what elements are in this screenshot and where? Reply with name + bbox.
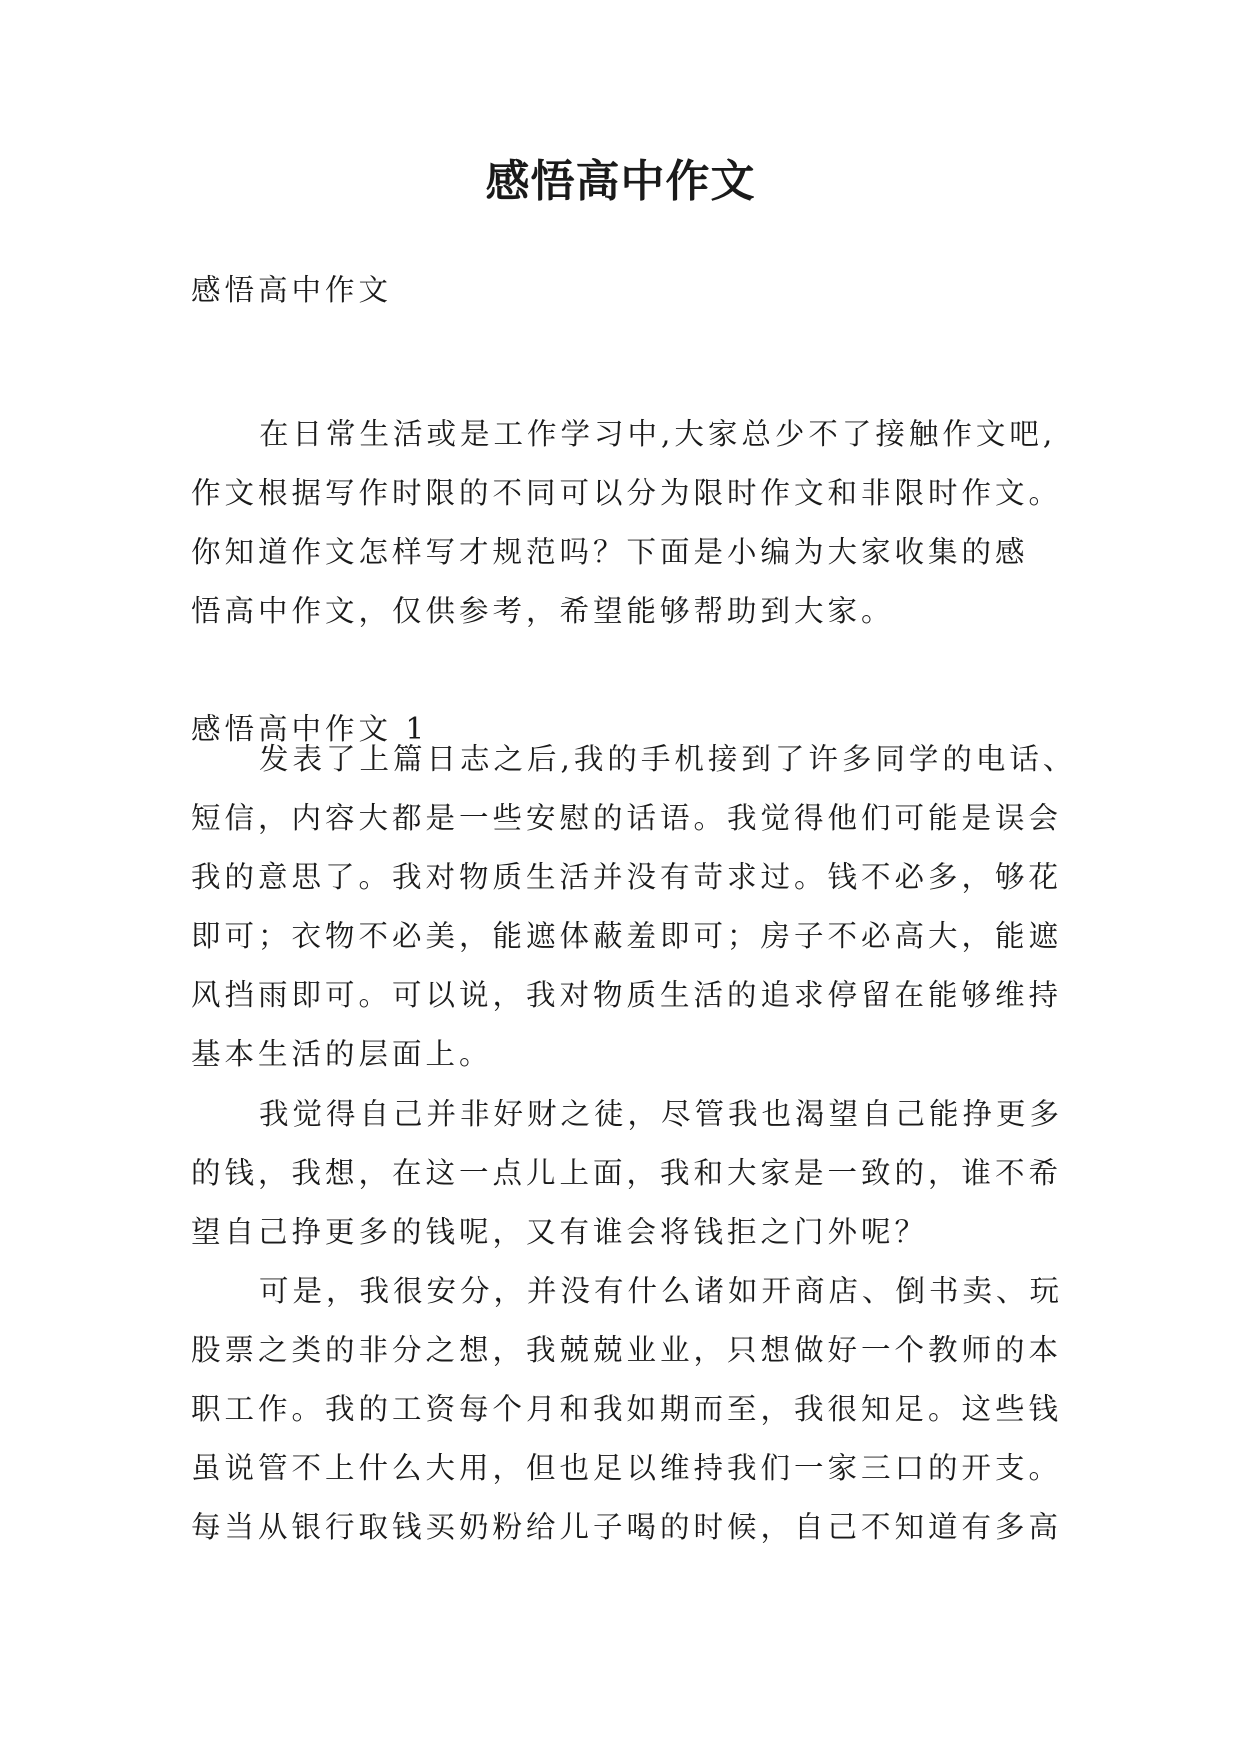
paragraph-line: 我的意思了。我对物质生活并没有苛求过。钱不必多，够花 bbox=[191, 860, 1063, 894]
paragraph-line: 股票之类的非分之想，我兢兢业业，只想做好一个教师的本 bbox=[191, 1333, 1063, 1367]
paragraph-line: 望自己挣更多的钱呢，又有谁会将钱拒之门外呢？ bbox=[191, 1215, 929, 1249]
paragraph-line: 的钱，我想，在这一点儿上面，我和大家是一致的，谁不希 bbox=[191, 1156, 1063, 1190]
paragraph-line: 风挡雨即可。可以说，我对物质生活的追求停留在能够维持 bbox=[191, 978, 1063, 1012]
intro-line: 悟高中作文，仅供参考，希望能够帮助到大家。 bbox=[191, 594, 895, 628]
paragraph-line: 发表了上篇日志之后,我的手机接到了许多同学的电话、 bbox=[259, 742, 1077, 776]
paragraph-3 bbox=[191, 1262, 1071, 1557]
document-title: 感悟高中作文 bbox=[485, 156, 756, 207]
paragraph-line: 短信，内容大都是一些安慰的话语。我觉得他们可能是误会 bbox=[191, 801, 1063, 835]
paragraph-2 bbox=[191, 1085, 1071, 1262]
section-heading: 感悟高中作文 1 bbox=[191, 712, 429, 746]
paragraph-line: 每当从银行取钱买奶粉给儿子喝的时候，自己不知道有多高 bbox=[191, 1510, 1063, 1544]
paragraph-line: 即可；衣物不必美，能遮体蔽羞即可；房子不必高大，能遮 bbox=[191, 919, 1063, 953]
paragraph-line: 职工作。我的工资每个月和我如期而至，我很知足。这些钱 bbox=[191, 1392, 1063, 1426]
paragraph-1 bbox=[191, 730, 1077, 1084]
paragraph-line: 我觉得自己并非好财之徒，尽管我也渴望自己能挣更多 bbox=[259, 1097, 1064, 1131]
intro-paragraph bbox=[191, 405, 1071, 641]
document-subtitle: 感悟高中作文 bbox=[191, 273, 393, 307]
intro-line: 你知道作文怎样写才规范吗？下面是小编为大家收集的感 bbox=[191, 535, 1029, 569]
paragraph-line: 虽说管不上什么大用，但也足以维持我们一家三口的开支。 bbox=[191, 1451, 1063, 1485]
intro-line: 在日常生活或是工作学习中,大家总少不了接触作文吧, bbox=[259, 417, 1057, 451]
intro-line: 作文根据写作时限的不同可以分为限时作文和非限时作文。 bbox=[191, 476, 1063, 510]
paragraph-line: 可是，我很安分，并没有什么诸如开商店、倒书卖、玩 bbox=[259, 1274, 1064, 1308]
paragraph-line: 基本生活的层面上。 bbox=[191, 1037, 493, 1071]
